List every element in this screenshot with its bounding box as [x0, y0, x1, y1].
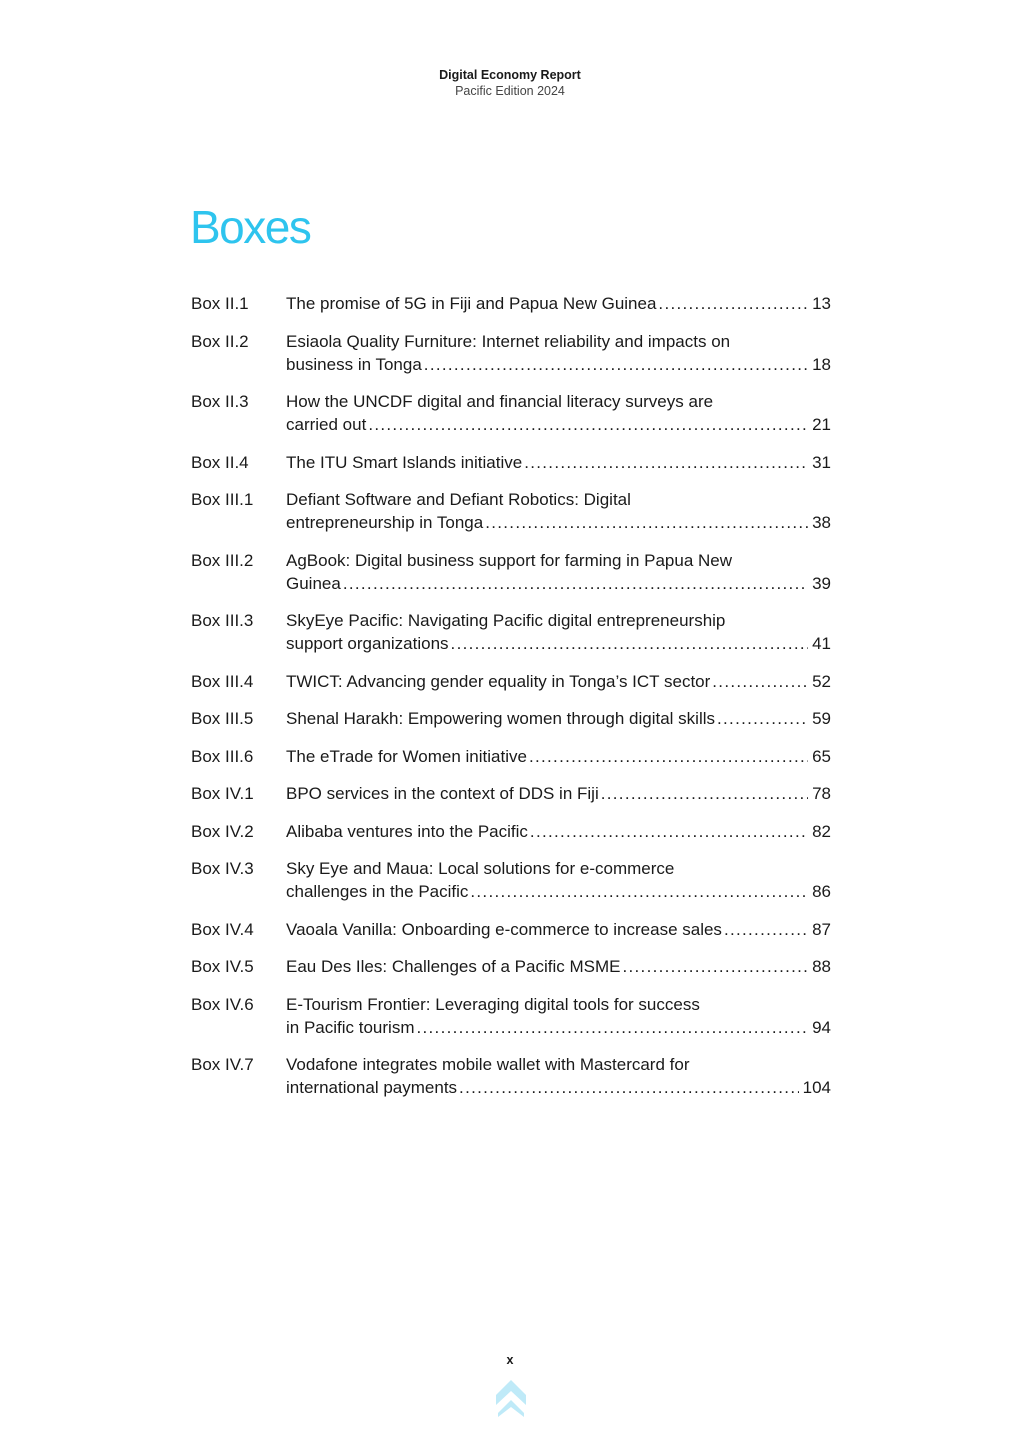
box-number: Box II.3 — [191, 392, 249, 411]
toc-entry[interactable] — [191, 707, 831, 730]
dot-leader — [485, 511, 808, 534]
box-title — [286, 390, 831, 436]
box-title-last-line — [286, 918, 831, 941]
box-number: Box IV.1 — [191, 784, 254, 803]
box-title-line2: Guinea — [286, 573, 341, 593]
toc-entry[interactable] — [191, 857, 831, 903]
dot-leader — [451, 632, 809, 655]
box-title-last-line — [286, 451, 831, 474]
page-ref[interactable]: 18 — [812, 354, 831, 374]
page-number: x — [506, 1353, 514, 1367]
box-title-line2: carried out — [286, 415, 367, 434]
page-ref[interactable]: 104 — [802, 1078, 831, 1097]
box-title-line1: E-Tourism Frontier: Leveraging digital tools for success — [286, 994, 700, 1014]
box-title-last-line — [286, 353, 831, 376]
dot-leader — [529, 745, 808, 768]
toc-entry[interactable] — [191, 330, 831, 376]
box-title-line2: Alibaba ventures into the Pacific — [286, 821, 528, 841]
box-title-last-line — [286, 745, 831, 768]
page-ref[interactable]: 41 — [812, 634, 831, 653]
toc-entry[interactable] — [191, 670, 831, 693]
box-title-line1: SkyEye Pacific: Navigating Pacific digital entrepreneurship — [286, 611, 726, 630]
box-title — [286, 488, 831, 534]
page-title: Boxes — [190, 200, 311, 253]
box-title-line2: BPO services in the context of DDS in Fiji — [286, 784, 599, 803]
box-number: Box III.5 — [191, 709, 254, 728]
toc-entry[interactable] — [191, 390, 831, 436]
box-title — [286, 670, 831, 693]
toc-entry[interactable] — [191, 820, 831, 843]
box-title — [286, 707, 831, 730]
box-title-line2: The ITU Smart Islands initiative — [286, 452, 523, 472]
box-number: Box IV.7 — [191, 1055, 254, 1074]
toc-entry[interactable] — [191, 549, 831, 595]
box-title-last-line — [286, 820, 831, 843]
box-title-line2: in Pacific tourism — [286, 1017, 415, 1037]
toc-entry[interactable] — [191, 918, 831, 941]
box-title — [286, 820, 831, 843]
box-number: Box IV.6 — [191, 994, 254, 1014]
box-title-line1: AgBook: Digital business support for farming in Papua New — [286, 550, 733, 570]
dot-leader — [717, 707, 808, 730]
box-number: Box III.6 — [191, 746, 254, 766]
box-title-line1: Vodafone integrates mobile wallet with Mastercard for — [286, 1055, 690, 1074]
box-title-line2: Vaoala Vanilla: Onboarding e-commerce to increase sales — [286, 919, 722, 939]
box-title — [286, 918, 831, 941]
box-title — [286, 745, 831, 768]
chevron-lower — [498, 1400, 524, 1417]
page-ref[interactable]: 87 — [812, 919, 831, 939]
dot-leader — [459, 1076, 799, 1099]
box-number: Box II.1 — [191, 294, 249, 313]
page-ref[interactable]: 38 — [812, 513, 831, 532]
dot-leader — [343, 572, 808, 595]
box-title-last-line — [286, 955, 831, 978]
box-title-line2: support organizations — [286, 634, 449, 653]
page-ref[interactable]: 82 — [812, 821, 831, 841]
dot-leader — [368, 413, 808, 436]
box-title-last-line — [286, 670, 831, 693]
box-title-line2: international payments — [286, 1078, 458, 1097]
boxes-list — [191, 292, 831, 1114]
box-title — [286, 330, 831, 376]
box-title-last-line — [286, 1016, 831, 1039]
box-title — [286, 955, 831, 978]
toc-entry[interactable] — [191, 745, 831, 768]
box-title — [286, 1053, 831, 1099]
dot-leader — [601, 782, 808, 805]
dot-leader — [658, 292, 808, 315]
dot-leader — [416, 1016, 808, 1039]
box-title-line2: challenges in the Pacific — [286, 882, 469, 901]
box-title-last-line — [286, 292, 831, 315]
dot-leader — [724, 918, 808, 941]
box-number: Box IV.4 — [191, 919, 254, 939]
box-title-last-line — [286, 782, 831, 805]
toc-entry[interactable] — [191, 782, 831, 805]
box-title-last-line — [286, 572, 831, 595]
page-ref[interactable]: 31 — [812, 452, 831, 472]
box-number: Box III.1 — [191, 490, 254, 509]
toc-entry[interactable] — [191, 488, 831, 534]
box-title-line1: Esiaola Quality Furniture: Internet reliability and impacts on — [286, 331, 731, 351]
page-ref[interactable]: 88 — [812, 957, 831, 976]
dot-leader — [424, 353, 808, 376]
box-title-line2: Shenal Harakh: Empowering women through digital skills — [286, 709, 715, 728]
page-ref[interactable]: 39 — [812, 573, 831, 593]
box-title-last-line — [286, 1076, 831, 1099]
box-number: Box IV.2 — [191, 821, 254, 841]
page-ref[interactable]: 52 — [812, 671, 831, 691]
box-title-line1: Defiant Software and Defiant Robotics: Digital — [286, 490, 631, 509]
dot-leader — [712, 670, 808, 693]
box-title-line2: business in Tonga — [286, 354, 422, 374]
box-number: Box III.4 — [191, 671, 254, 691]
dot-leader — [622, 955, 808, 978]
page-ref[interactable]: 13 — [812, 294, 831, 313]
box-number: Box II.2 — [191, 331, 249, 351]
box-title — [286, 292, 831, 315]
box-title-line2: Eau Des Iles: Challenges of a Pacific MSME — [286, 957, 621, 976]
toc-entry[interactable] — [191, 1053, 831, 1099]
box-title-last-line — [286, 880, 831, 903]
box-title — [286, 549, 831, 595]
dot-leader — [530, 820, 808, 843]
toc-entry[interactable] — [191, 955, 831, 978]
box-title — [286, 857, 831, 903]
box-number: Box III.3 — [191, 611, 254, 630]
box-title-last-line — [286, 707, 831, 730]
box-title-line1: How the UNCDF digital and financial literacy surveys are — [286, 392, 714, 411]
box-title — [286, 782, 831, 805]
box-title-line2: The promise of 5G in Fiji and Papua New Guinea — [286, 294, 657, 313]
toc-entry[interactable] — [191, 993, 831, 1039]
page-ref[interactable]: 78 — [812, 784, 831, 803]
running-header — [0, 67, 1020, 99]
box-title-line2: TWICT: Advancing gender equality in Tonga’s ICT sector — [286, 671, 711, 691]
box-title — [286, 993, 831, 1039]
box-title-last-line — [286, 413, 831, 436]
box-number: Box III.2 — [191, 550, 254, 570]
report-subtitle: Pacific Edition 2024 — [455, 84, 565, 98]
chevron-up-icon — [494, 1378, 528, 1418]
box-title-line2: entrepreneurship in Tonga — [286, 513, 484, 532]
toc-entry[interactable] — [191, 292, 831, 315]
box-title-last-line — [286, 632, 831, 655]
page-ref[interactable]: 86 — [812, 882, 831, 901]
page-ref[interactable]: 59 — [812, 709, 831, 728]
dot-leader — [524, 451, 808, 474]
box-title — [286, 451, 831, 474]
box-title-line2: The eTrade for Women initiative — [286, 746, 527, 766]
toc-entry[interactable] — [191, 451, 831, 474]
box-number: Box II.4 — [191, 452, 249, 472]
box-title — [286, 609, 831, 655]
box-number: Box IV.5 — [191, 957, 254, 976]
report-title: Digital Economy Report — [439, 68, 581, 82]
box-number: Box IV.3 — [191, 859, 254, 878]
toc-entry[interactable] — [191, 609, 831, 655]
dot-leader — [470, 880, 808, 903]
page-ref[interactable]: 21 — [812, 415, 831, 434]
page-ref[interactable]: 94 — [812, 1017, 831, 1037]
page-ref[interactable]: 65 — [812, 746, 831, 766]
box-title-line1: Sky Eye and Maua: Local solutions for e-commerce — [286, 859, 675, 878]
box-title-last-line — [286, 511, 831, 534]
